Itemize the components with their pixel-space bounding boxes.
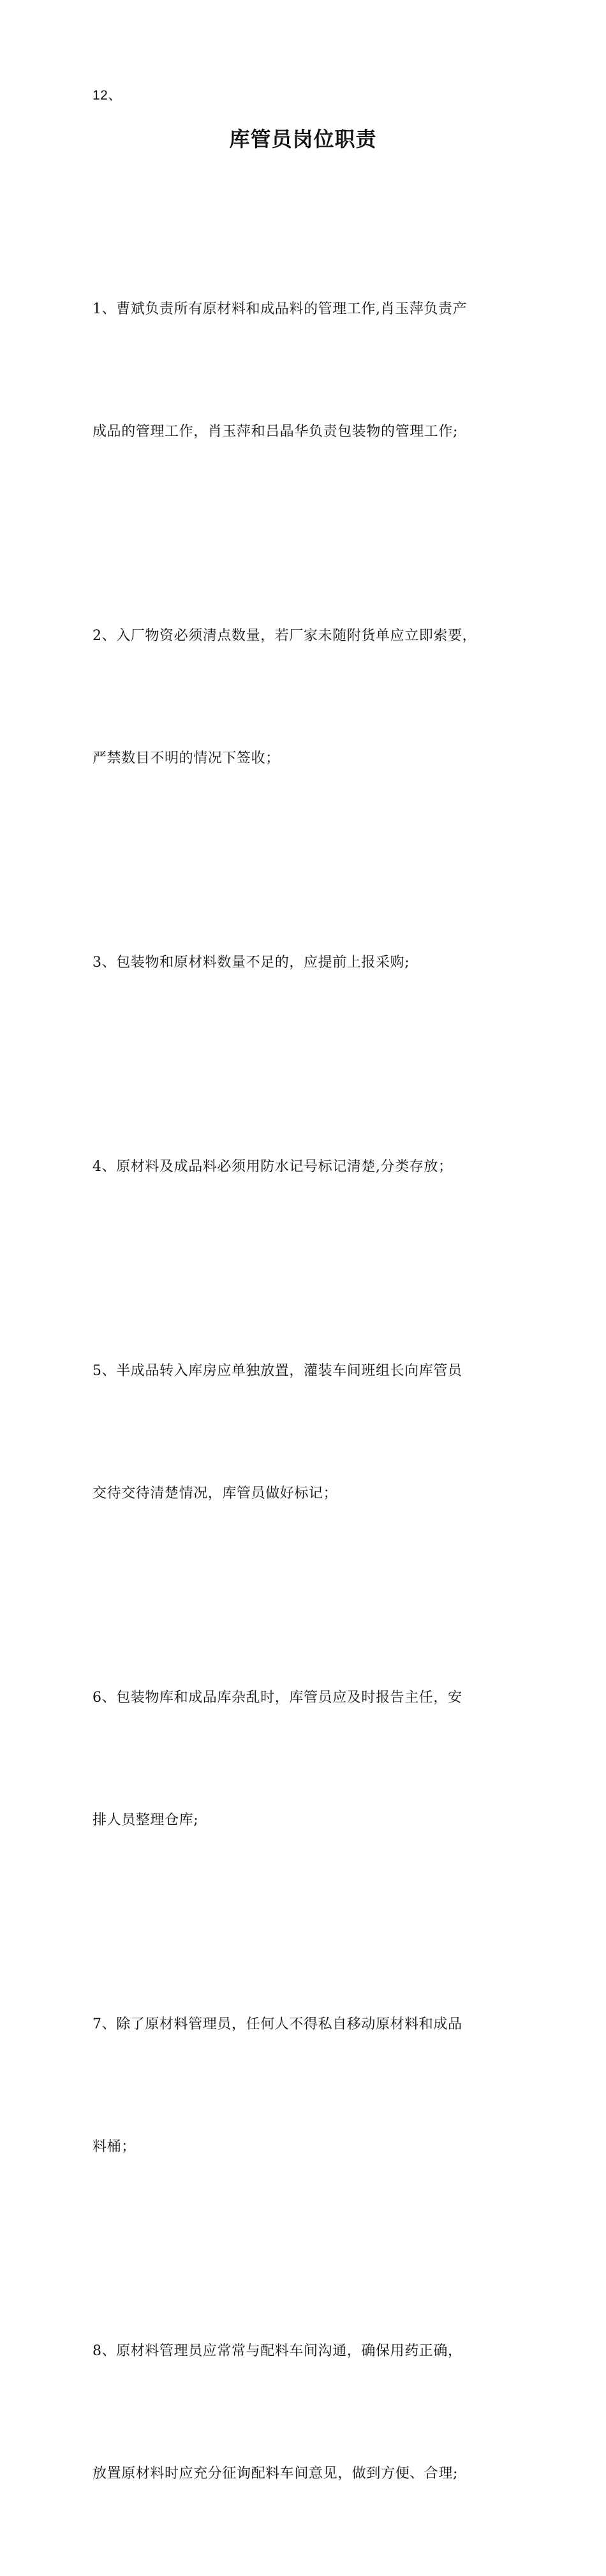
duty-list	[92, 207, 526, 2576]
duty-line: 3、包装物和原材料数量不足的，应提前上报采购;	[92, 955, 410, 971]
duty-item-7	[92, 1923, 526, 2249]
duty-item-6	[92, 1596, 526, 1923]
duty-item-8	[92, 2249, 526, 2576]
duty-line: 4、原材料及成品料必须用防水记号标记清楚,分类存放；	[92, 1159, 453, 1175]
duty-line: 放置原材料时应充分征询配料车间意见，做到方便、合理;	[92, 2466, 459, 2482]
duty-line: 交待交待清楚情况，库管员做好标记；	[92, 1485, 338, 1501]
duty-line: 8、原材料管理员应常常与配料车间沟通，确保用药正确，	[92, 2343, 462, 2359]
duty-line: 1、曹斌负责所有原材料和成品料的管理工作,肖玉萍负责产	[92, 301, 468, 317]
duty-line: 料桶；	[92, 2139, 136, 2155]
duty-item-2	[92, 534, 526, 861]
duty-line: 2、入厂物资必须清点数量，若厂家未随附货单应立即索要，	[92, 628, 477, 644]
duty-line: 成品的管理工作，肖玉萍和吕晶华负责包装物的管理工作;	[92, 424, 459, 440]
duty-item-5	[92, 1269, 526, 1596]
duty-line: 严禁数目不明的情况下签收；	[92, 750, 280, 766]
duty-item-3	[92, 861, 526, 1065]
duty-line: 6、包装物库和成品库杂乱时，库管员应及时报告主任，安	[92, 1690, 462, 1706]
duty-line: 7、除了原材料管理员，任何人不得私自移动原材料和成品	[92, 2016, 462, 2032]
page-title: 库管员岗位职责	[229, 127, 377, 151]
duty-item-4	[92, 1065, 526, 1269]
duty-line: 排人员整理仓库;	[92, 1812, 199, 1828]
document-number: 12、	[92, 88, 122, 103]
duty-item-1	[92, 207, 526, 534]
duty-line: 5、半成品转入库房应单独放置，灌装车间班组长向库管员	[92, 1363, 462, 1379]
